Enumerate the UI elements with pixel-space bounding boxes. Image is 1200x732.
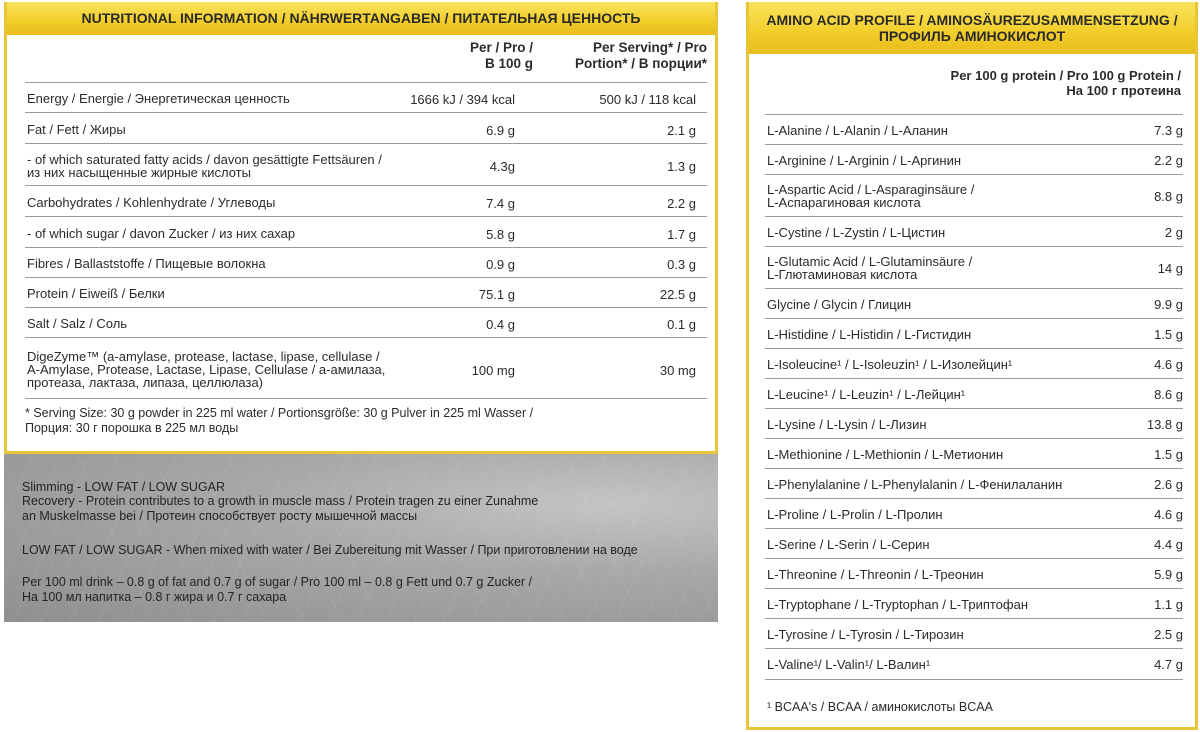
amino-title: AMINO ACID PROFILE / AMINOSÄUREZUSAMMENSETZUNG / ПРОФИЛЬ АМИНОКИСЛОТ xyxy=(749,2,1195,54)
amino-row xyxy=(765,144,1183,175)
nutrition-row-protein: Protein / Eiweiß / Белки 75.1 g 22.5 g xyxy=(25,277,707,308)
bcaa-footnote: ¹ BCAA's / BCAA / аминокислоты BCAA xyxy=(767,700,993,714)
nutrition-table-panel xyxy=(4,2,718,454)
amino-acid-value: 13.8 g xyxy=(1146,417,1183,432)
nutrition-label-saturated-fat: - of which saturated fatty acids / davon gesättigte Fettsäuren / из них насыщенные жирные кислоты xyxy=(27,152,382,180)
amino-acid-name: Glycine / Glycin / Глицин xyxy=(767,297,912,312)
amino-row xyxy=(765,174,1183,217)
amino-acid-name: L-Arginine / L-Arginin / L-Аргинин xyxy=(767,153,962,168)
claim-slimming: Slimming - LOW FAT / LOW SUGAR xyxy=(22,480,226,494)
amino-acid-panel xyxy=(746,2,1198,730)
amino-acid-value: 4.6 g xyxy=(1154,357,1183,372)
amino-row xyxy=(765,288,1183,319)
nutrition-label-digezyme: DigeZyme™ (a-amylase, protease, lactase, lipase, cellulase / A-Amylase, Protease, Lactase, Lipase, Cellulase / а-амилаза, протеаза, лактаза, липаза, целлюлаза) xyxy=(27,349,386,390)
claim-low-fat-low-sugar: LOW FAT / LOW SUGAR - When mixed with water / Bei Zubereitung mit Wasser / При приготовлении на воде xyxy=(22,543,638,557)
nutrition-row-saturated-fat: - of which saturated fatty acids / davon gesättigte Fettsäuren / из них насыщенные жирные кислоты 4.3g 1.3 g xyxy=(25,143,707,186)
claim-per-100ml-ru: На 100 мл напитка – 0.8 г жира и 0.7 г сахара xyxy=(22,590,287,604)
col-header-per100: Per / Pro / В 100 g xyxy=(469,40,533,71)
amino-row xyxy=(765,318,1183,349)
amino-acid-name: L-Cystine / L-Zystin / L-Цистин xyxy=(767,225,946,240)
nutrition-row-fibres: Fibres / Ballaststoffe / Пищевые волокна 0.9 g 0.3 g xyxy=(25,247,707,278)
amino-acid-value: 2.6 g xyxy=(1154,477,1183,492)
amino-acid-name: L-Methionine / L-Methionin / L-Метионин xyxy=(767,447,1004,462)
serving-size-footnote: * Serving Size: 30 g powder in 225 ml water / Portionsgröße: 30 g Pulver in 225 ml Wasser / Порция: 30 г порошка в 225 мл воды xyxy=(25,406,534,435)
amino-row xyxy=(765,558,1183,589)
amino-column-header: Per 100 g protein / Pro 100 g Protein / На 100 г протеина xyxy=(950,68,1181,98)
amino-acid-value: 8.8 g xyxy=(1154,189,1183,204)
amino-acid-value: 1.5 g xyxy=(1154,447,1183,462)
amino-acid-value: 2.2 g xyxy=(1154,153,1183,168)
amino-acid-value: 14 g xyxy=(1157,261,1183,276)
col-header-serving: Per Serving* / Pro Portion* / В порции* xyxy=(574,40,707,71)
amino-acid-name: L-Proline / L-Prolin / L-Пролин xyxy=(767,507,943,522)
amino-row xyxy=(765,438,1183,469)
amino-row xyxy=(765,498,1183,529)
amino-acid-name: L-Serine / L-Serin / L-Серин xyxy=(767,537,930,552)
amino-acid-value: 2.5 g xyxy=(1154,627,1183,642)
nutrition-header-row xyxy=(25,40,707,80)
amino-acid-name: L-Isoleucine¹ / L-Isoleuzin¹ / L-Изолейцин¹ xyxy=(767,357,1013,372)
nutrition-row-salt: Salt / Salz / Соль 0.4 g 0.1 g xyxy=(25,307,707,338)
nutrition-row-energy: Energy / Energie / Энергетическая ценность 1666 kJ / 394 kcal 500 kJ / 118 kcal xyxy=(25,82,707,113)
amino-row xyxy=(765,378,1183,409)
amino-acid-name: L-Glutamic Acid / L-Glutaminsäure / L-Глютаминовая кислота xyxy=(767,254,973,282)
amino-acid-value: 5.9 g xyxy=(1154,567,1183,582)
amino-row xyxy=(765,648,1183,680)
claim-recovery: Recovery - Protein contributes to a growth in muscle mass / Protein tragen zu einer Zunahme xyxy=(22,494,539,508)
nutrition-row-sugar: - of which sugar / davon Zucker / из них сахар 5.8 g 1.7 g xyxy=(25,216,707,248)
amino-acid-name: L-Lysine / L-Lysin / L-Лизин xyxy=(767,417,927,432)
amino-acid-name: L-Alanine / L-Alanin / L-Аланин xyxy=(767,123,948,138)
amino-row xyxy=(765,348,1183,379)
amino-acid-name: L-Valine¹/ L-Valin¹/ L-Валин¹ xyxy=(767,657,931,672)
amino-acid-name: L-Phenylalanine / L-Phenylalanin / L-Фенилаланин xyxy=(767,477,1063,492)
nutrition-row-digezyme: DigeZyme™ (a-amylase, protease, lactase, lipase, cellulase / A-Amylase, Protease, Lactase, Lipase, Cellulase / а-амилаза, протеаза, лактаза, липаза, целлюлаза) 100 mg 30 mg xyxy=(25,337,707,399)
amino-row xyxy=(765,114,1183,145)
nutrition-row-carbohydrates: Carbohydrates / Kohlenhydrate / Углеводы 7.4 g 2.2 g xyxy=(25,185,707,217)
amino-acid-value: 9.9 g xyxy=(1154,297,1183,312)
amino-row xyxy=(765,618,1183,649)
amino-acid-name: L-Aspartic Acid / L-Asparaginsäure / L-Аспарагиновая кислота xyxy=(767,182,975,210)
amino-acid-name: L-Tryptophane / L-Tryptophan / L-Триптофан xyxy=(767,597,1029,612)
amino-row xyxy=(765,528,1183,559)
amino-acid-name: L-Histidine / L-Histidin / L-Гистидин xyxy=(767,327,972,342)
amino-acid-value: 7.3 g xyxy=(1154,123,1183,138)
amino-acid-value: 8.6 g xyxy=(1154,387,1183,402)
claim-recovery-cont: an Muskelmasse bei / Протеин способствует росту мышечной массы xyxy=(22,509,418,523)
amino-acid-value: 2 g xyxy=(1164,225,1183,240)
amino-row xyxy=(765,588,1183,619)
amino-acid-name: L-Tyrosine / L-Tyrosin / L-Тирозин xyxy=(767,627,964,642)
amino-acid-value: 1.5 g xyxy=(1154,327,1183,342)
nutrition-title: NUTRITIONAL INFORMATION / NÄHRWERTANGABEN / ПИТАТЕЛЬНАЯ ЦЕННОСТЬ xyxy=(7,2,715,35)
nutrition-row-fat: Fat / Fett / Жиры 6.9 g 2.1 g xyxy=(25,112,707,144)
amino-acid-name: L-Leucine¹ / L-Leuzin¹ / L-Лейцин¹ xyxy=(767,387,966,402)
amino-acid-value: 4.7 g xyxy=(1154,657,1183,672)
amino-row xyxy=(765,408,1183,439)
amino-acid-value: 4.6 g xyxy=(1154,507,1183,522)
amino-acid-value: 4.4 g xyxy=(1154,537,1183,552)
amino-row xyxy=(765,216,1183,247)
claim-per-100ml: Per 100 ml drink – 0.8 g of fat and 0.7 g of sugar / Pro 100 ml – 0.8 g Fett und 0.7 g Zucker / xyxy=(22,575,533,589)
amino-acid-value: 1.1 g xyxy=(1154,597,1183,612)
amino-acid-name: L-Threonine / L-Threonin / L-Треонин xyxy=(767,567,984,582)
amino-row xyxy=(765,246,1183,289)
amino-row xyxy=(765,468,1183,499)
health-claims-box xyxy=(4,454,718,622)
